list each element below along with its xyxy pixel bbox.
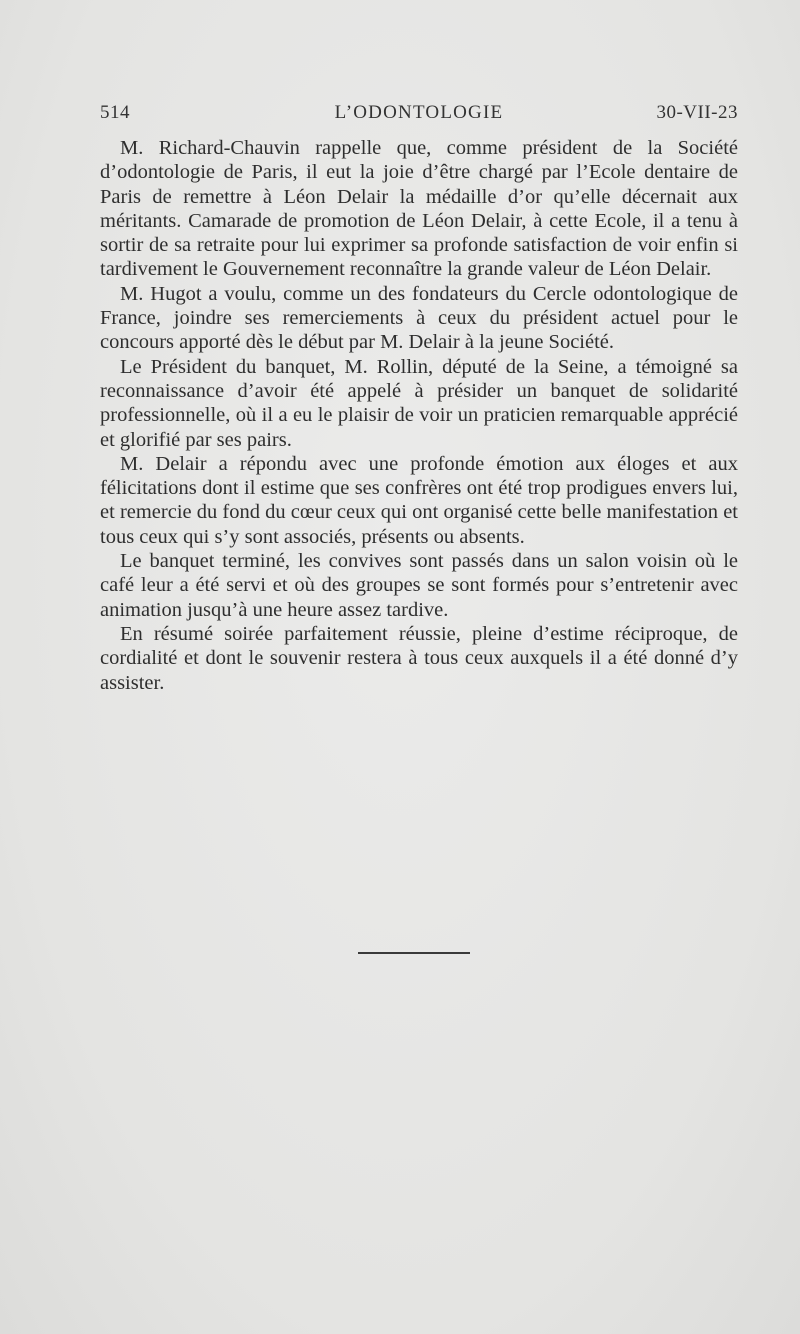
paragraph-richard-chauvin: M. Richard-Chauvin rappelle que, comme président de la Société d’odontologie de Paris, il eut la joie d’être chargé par l’Ecole dentaire de Paris de remettre à Léon Delair la médaille d’or qu’elle décernait aux méritants. Camarade de promotion de Léon Delair, à cette Ecole, il a tenu à sortir de sa retraite pour lui exprimer sa profonde satisfaction de voir enfin si tardivement le Gouvernement reconnaître la grande valeur de Léon Delair.: [100, 137, 738, 281]
running-header: [100, 100, 738, 132]
issue-date: 30-VII-23: [656, 102, 738, 123]
paragraph-delair-reply: M. Delair a répondu avec une profonde émotion aux éloges et aux félicitations dont il estime que ses confrères ont été trop prodigues envers lui, et remercie du fond du cœur ceux qui ont organisé cette belle manifestation et tous ceux qui s’y sont associés, présents ou absents.: [100, 452, 738, 548]
section-end-rule: [358, 952, 470, 954]
article-body: [100, 136, 738, 695]
paragraph-rollin: Le Président du banquet, M. Rollin, député de la Seine, a témoigné sa reconnaissance d’avoir été appelé à présider un banquet de solidarité professionnelle, où il a eu le plaisir de voir un praticien remarquable apprécié et glorifié par ses pairs.: [100, 355, 738, 451]
page-number: 514: [100, 102, 130, 123]
paragraph-banquet-end: Le banquet terminé, les convives sont passés dans un salon voisin où le café leur a été servi et où des groupes se sont formés pour s’entretenir avec animation jusqu’à une heure assez tardive.: [100, 550, 738, 621]
journal-title: L’ODONTOLOGIE: [334, 102, 504, 123]
paragraph-hugot: M. Hugot a voulu, comme un des fondateurs du Cercle odontologique de France, joindre ses remerciements à ceux du président actuel pour le concours apporté dès le début par M. Delair à la jeune Société.: [100, 282, 738, 354]
paragraph-summary: En résumé soirée parfaitement réussie, pleine d’estime réciproque, de cordialité et dont le souvenir restera à tous ceux auxquels il a été donné d’y assister.: [100, 622, 738, 694]
